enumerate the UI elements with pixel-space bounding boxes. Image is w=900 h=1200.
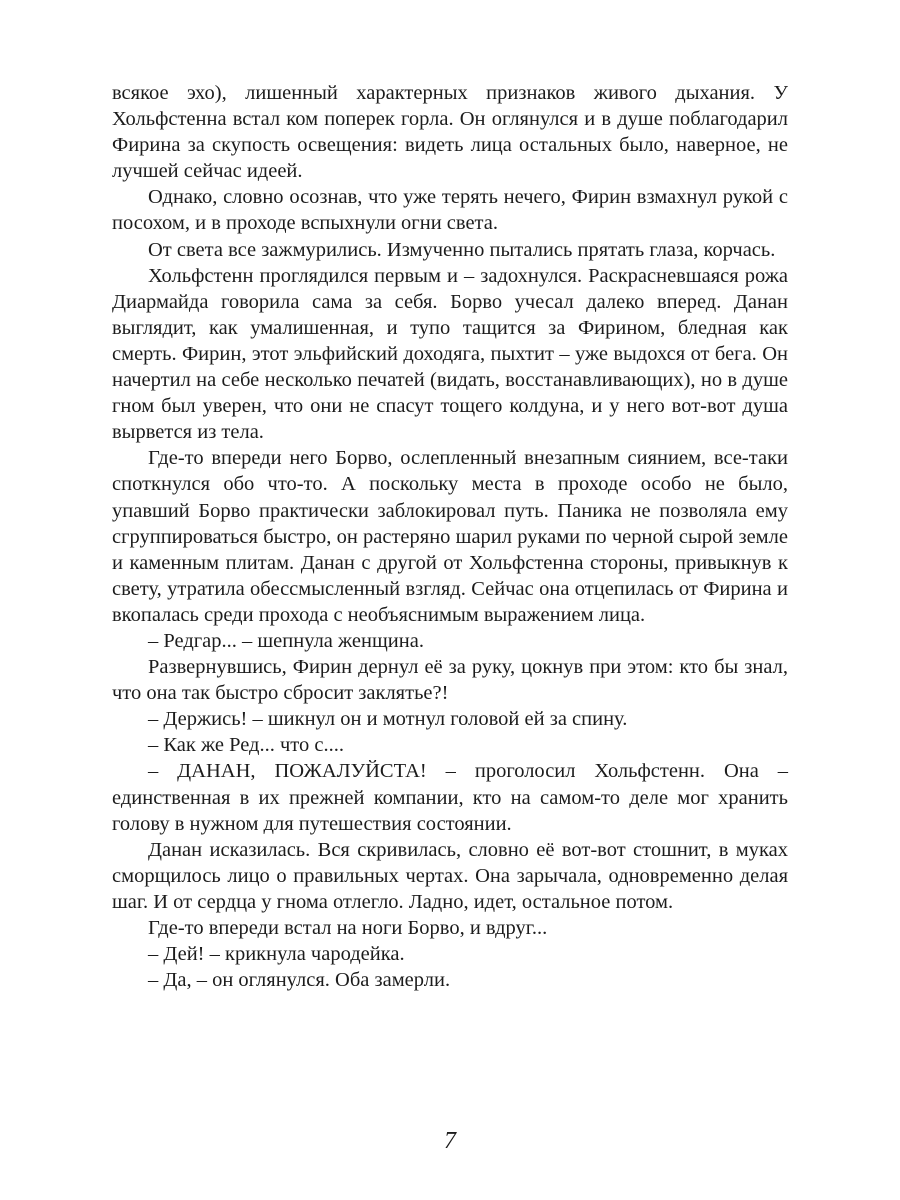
paragraph: Хольфстенн проглядился первым и – задохнулся. Раскрасневшаяся рожа Диармайда говорила сама за себя. Борво учесал далеко вперед. Данан выглядит, как умалишенная, и тупо тащится за Фирином, бледная как смерть. Фирин, этот эльфийский доходяга, пыхтит – уже выдохся от бега. Он начертил на себе несколько печатей (видать, восстанавливающих), но в душе гном был уверен, что они не спасут тощего колдуна, и у него вот-вот душа вырвется из тела. (112, 264, 788, 444)
dialogue-line: – Держись! – шикнул он и мотнул головой ей за спину. (148, 708, 628, 731)
paragraph: От света все зажмурились. Измученно пытались прятать глаза, корчась. (148, 238, 776, 261)
paragraph: Развернувшись, Фирин дернул её за руку, цокнув при этом: кто бы знал, что она так быстро сбросит заклятье?! (112, 656, 788, 705)
paragraph: Где-то впереди встал на ноги Борво, и вдруг... (148, 917, 548, 939)
dialogue-line: – ДАНАН, ПОЖАЛУЙСТА! – проголосил Хольфстенн. Она – единственная в их прежней компании, кто на самом-то деле мог хранить голову в нужном для путешествия состоянии. (112, 760, 788, 835)
paragraph: Данан исказилась. Вся скривилась, словно её вот-вот стошнит, в муках сморщилось лицо о правильных чертах. Она зарычала, одновременно делая шаг. И от сердца у гнома отлегло. Ладно, идет, остальное потом. (112, 838, 788, 913)
dialogue-line: – Да, – он оглянулся. Оба замерли. (148, 969, 451, 992)
dialogue-line: – Дей! – крикнула чародейка. (148, 943, 405, 966)
dialogue-line: – Редгар... – шепнула женщина. (148, 629, 424, 652)
page-number: 7 (444, 1128, 456, 1154)
paragraph: Однако, словно осознав, что уже терять нечего, Фирин взмахнул рукой с посохом, и в проходе вспыхнули огни света. (112, 186, 788, 235)
paragraph: всякое эхо), лишенный характерных признаков живого дыхания. У Хольфстенна встал ком поперек горла. Он оглянулся и в душе поблагодарил Фирина за скупость освещения: видеть лица остальных было, наверное, не лучшей сейчас идеей. (112, 82, 788, 183)
dialogue-line: – Как же Ред... что с.... (148, 734, 344, 757)
page-body (112, 80, 788, 993)
paragraph: Где-то впереди него Борво, ослепленный внезапным сиянием, все-таки споткнулся обо что-то. А поскольку места в проходе особо не было, упавший Борво практически заблокировал путь. Паника не позволяла ему сгруппироваться быстро, он растеряно шарил руками по черной сырой земле и каменным плитам. Данан с другой от Хольфстенна стороны, привыкнув к свету, утратила обессмысленный взгляд. Сейчас она отцепилась от Фирина и вкопалась среди прохода с необъяснимым выражением лица. (112, 447, 788, 626)
